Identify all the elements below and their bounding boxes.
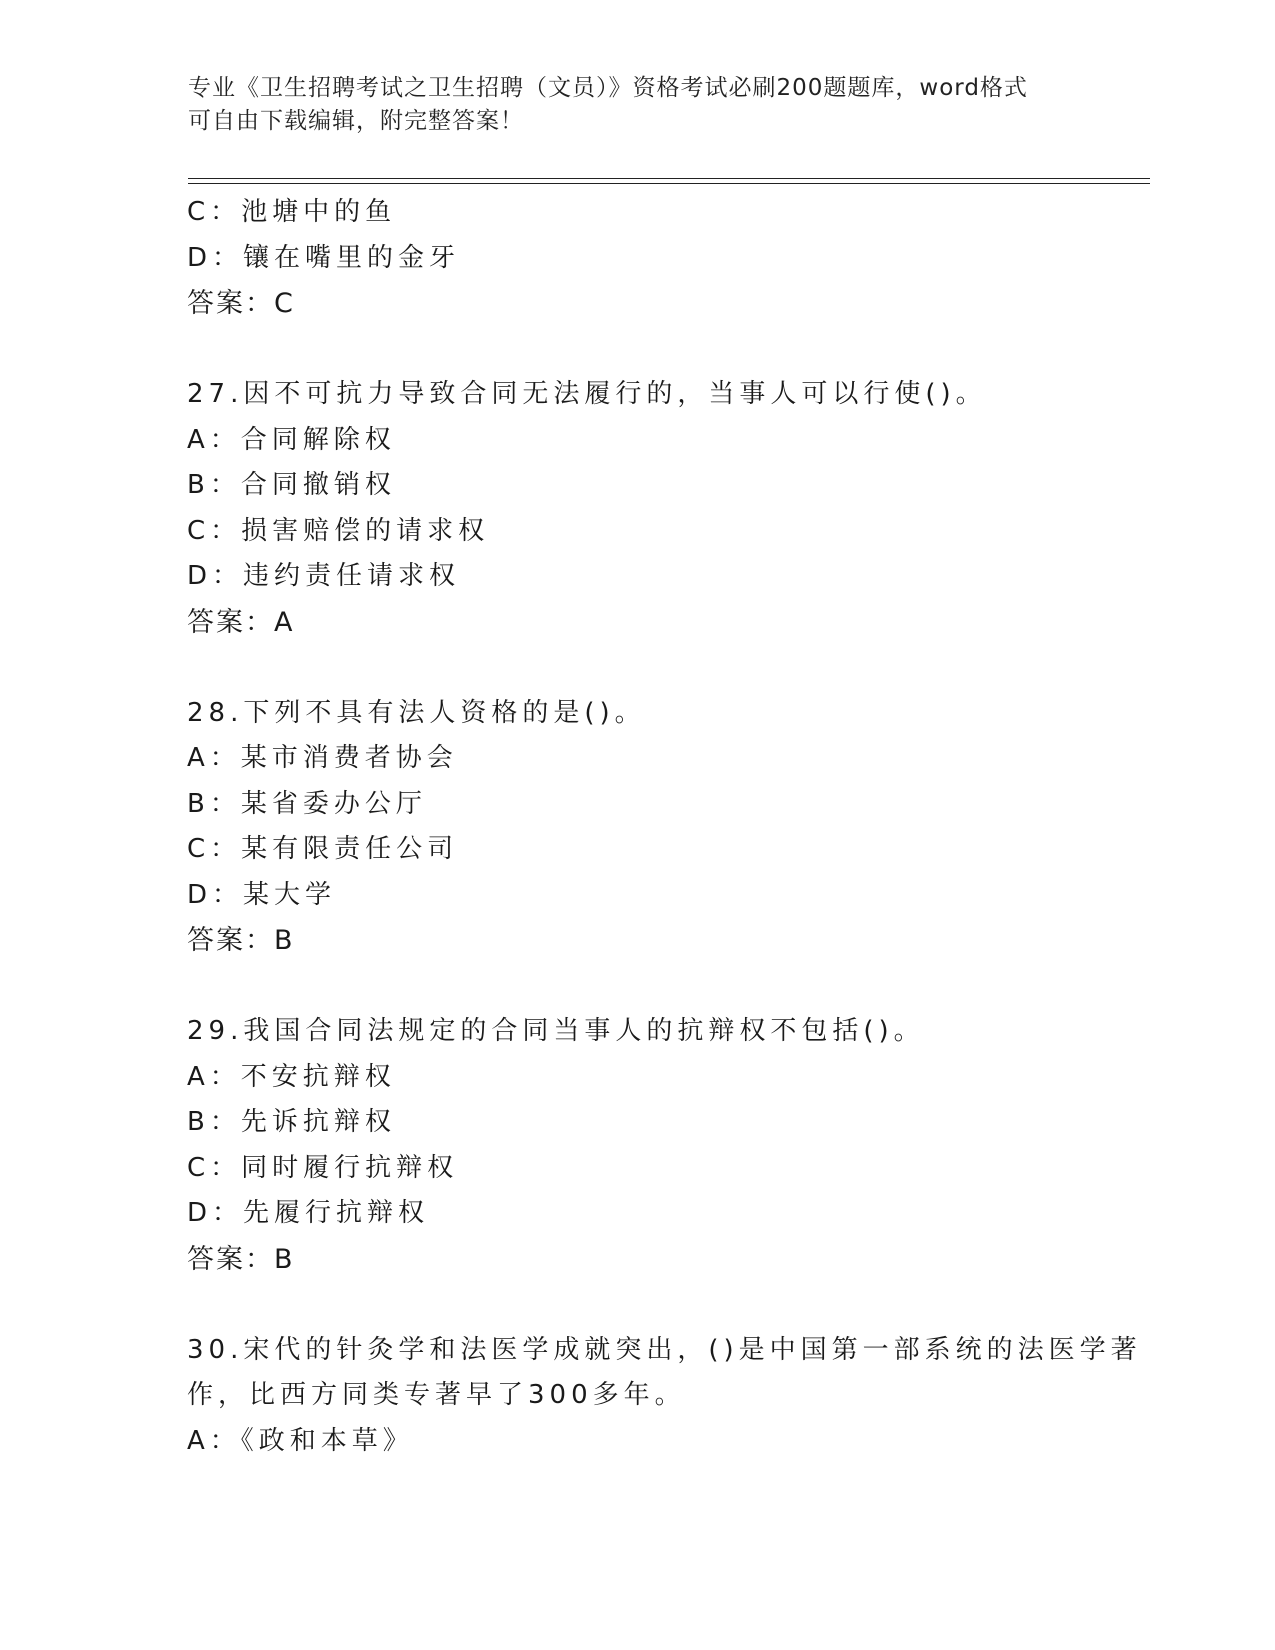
- question-28: [187, 691, 1147, 964]
- question-list: [187, 190, 1147, 1464]
- question-27: [187, 372, 1147, 645]
- option-d: D：先履行抗辩权: [187, 1198, 430, 1228]
- option-b: B：某省委办公厅: [187, 788, 427, 819]
- question-stem: 28.下列不具有法人资格的是()。: [187, 697, 646, 728]
- answer-line: 答案：B: [187, 1243, 295, 1275]
- question-29: [187, 1009, 1147, 1282]
- option-d: D：镶在嘴里的金牙: [187, 242, 461, 273]
- answer-line: 答案：B: [187, 925, 295, 956]
- option-d: D：某大学: [187, 879, 337, 910]
- option-c: C：某有限责任公司: [187, 834, 459, 864]
- option-a: A：不安抗辩权: [187, 1061, 396, 1092]
- question-stem: 29.我国合同法规定的合同当事人的抗辩权不包括()。: [187, 1016, 925, 1046]
- answer-line: 答案：C: [187, 288, 295, 319]
- question-stem-line-1: 30.宋代的针灸学和法医学成就突出，()是中国第一部系统的法医学著: [187, 1334, 1142, 1365]
- option-b: B：先诉抗辩权: [187, 1107, 396, 1137]
- question-stem-line-2: 作，比西方同类专著早了300多年。: [187, 1380, 686, 1410]
- header-title-line-2: 可自由下载编辑，附完整答案！: [188, 108, 524, 134]
- option-b: B：合同撤销权: [187, 470, 396, 500]
- header-title-line-1: 专业《卫生招聘考试之卫生招聘（文员）》资格考试必刷200题题库，word格式: [188, 75, 1028, 101]
- question-26-continued: [187, 190, 1147, 327]
- option-a: A：合同解除权: [187, 424, 396, 455]
- document-header: [188, 72, 1088, 138]
- option-c: C：损害赔偿的请求权: [187, 515, 490, 546]
- option-d: D：违约责任请求权: [187, 561, 461, 591]
- option-a: A：《政和本草》: [187, 1425, 414, 1456]
- option-a: A：某市消费者协会: [187, 743, 458, 773]
- option-c: C：池塘中的鱼: [187, 197, 397, 227]
- header-divider-top: [188, 178, 1150, 179]
- header-divider-bottom: [188, 183, 1150, 184]
- answer-line: 答案：A: [187, 606, 295, 638]
- question-30: [187, 1328, 1147, 1465]
- option-c: C：同时履行抗辩权: [187, 1152, 459, 1183]
- question-stem: 27.因不可抗力导致合同无法履行的，当事人可以行使()。: [187, 379, 987, 409]
